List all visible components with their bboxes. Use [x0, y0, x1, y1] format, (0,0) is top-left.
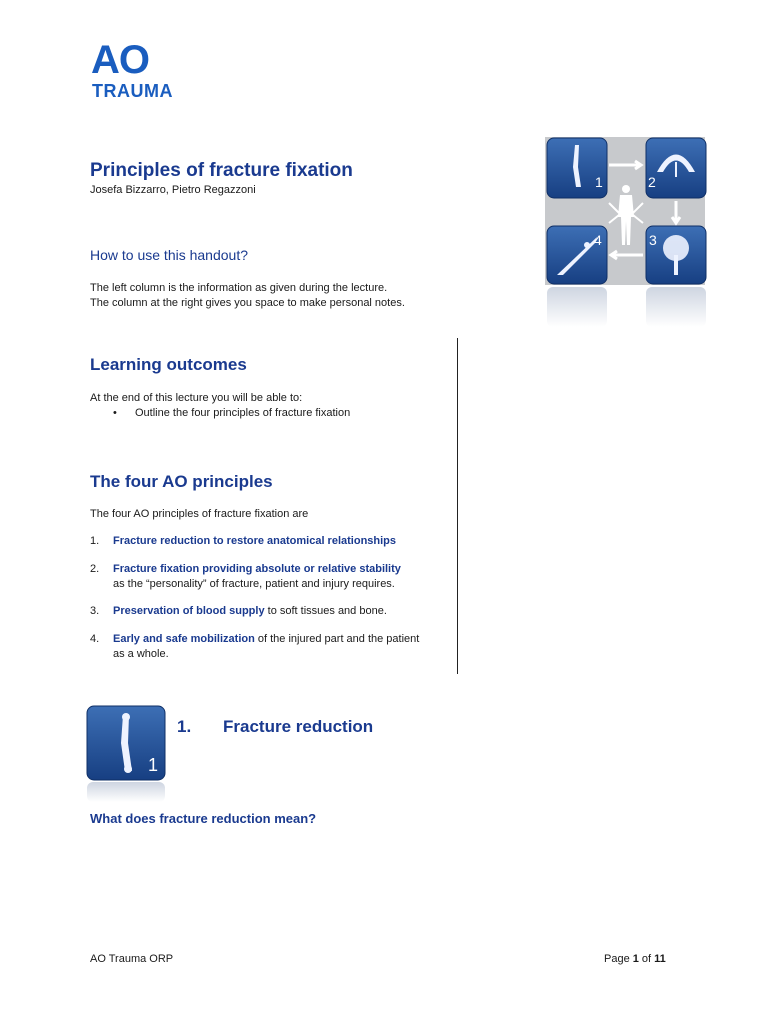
- page-number: [604, 953, 666, 965]
- diagram-label-2: 2: [648, 174, 656, 190]
- section-icon-label: 1: [148, 755, 159, 775]
- bullet-icon: •: [113, 407, 117, 419]
- howto-line-1: The left column is the information as given during the lecture.: [90, 282, 388, 294]
- principle-rest: to soft tissues and bone.: [264, 605, 387, 617]
- authors: Josefa Bizzarro, Pietro Regazzoni: [90, 184, 256, 196]
- four-principles-intro: The four AO principles of fracture fixation are: [90, 508, 309, 520]
- column-divider: [457, 338, 458, 674]
- howto-heading: How to use this handout?: [90, 247, 248, 263]
- footer-left: AO Trauma ORP: [90, 953, 174, 965]
- howto-line-2: The column at the right gives you space to make personal notes.: [90, 297, 405, 309]
- principle-number: 1.: [90, 535, 100, 547]
- diagram-label-3: 3: [649, 232, 657, 248]
- page-current: 1: [632, 953, 639, 965]
- page-total: 11: [654, 953, 666, 965]
- principle-bold: Fracture fixation providing absolute or relative stability: [113, 563, 401, 575]
- section-number: 1.: [177, 717, 192, 736]
- reflection-left: [547, 287, 607, 327]
- principle-rest: of the injured part and the patient as a whole.: [113, 633, 420, 660]
- principle-number: 2.: [90, 563, 100, 575]
- logo-trauma: TRAUMA: [92, 81, 173, 101]
- logo-ao: AO: [91, 38, 149, 82]
- principle-bold: Early and safe mobilization: [113, 633, 255, 645]
- learning-outcome-text: Outline the four principles of fracture fixation: [135, 407, 351, 419]
- principle-number: 4.: [90, 633, 100, 645]
- reflection-right: [646, 287, 706, 327]
- principle-number: 3.: [90, 605, 100, 617]
- principle-rest: as the “personality” of fracture, patient and injury requires.: [113, 578, 395, 590]
- section-question: What does fracture reduction mean?: [90, 811, 317, 826]
- page-prefix: Page: [604, 953, 633, 965]
- section-title: Fracture reduction: [223, 717, 374, 736]
- principle-bold: Preservation of blood supply: [113, 605, 265, 617]
- page-of: of: [638, 953, 655, 965]
- learning-outcomes-intro: At the end of this lecture you will be able to:: [90, 392, 303, 404]
- principle-bold: Fracture reduction to restore anatomical relationships: [113, 535, 397, 547]
- diagram-label-1: 1: [595, 174, 603, 190]
- patient-icon: [622, 185, 630, 193]
- learning-outcomes-heading: Learning outcomes: [90, 355, 247, 374]
- four-principles-heading: The four AO principles: [90, 472, 273, 491]
- howto-text: [90, 281, 405, 311]
- page-title: Principles of fracture fixation: [90, 160, 353, 181]
- diagram-label-4: 4: [594, 232, 602, 248]
- icon-reflection: [87, 782, 165, 802]
- four-principles-diagram: [545, 137, 707, 337]
- fracture-reduction-icon: [86, 705, 168, 803]
